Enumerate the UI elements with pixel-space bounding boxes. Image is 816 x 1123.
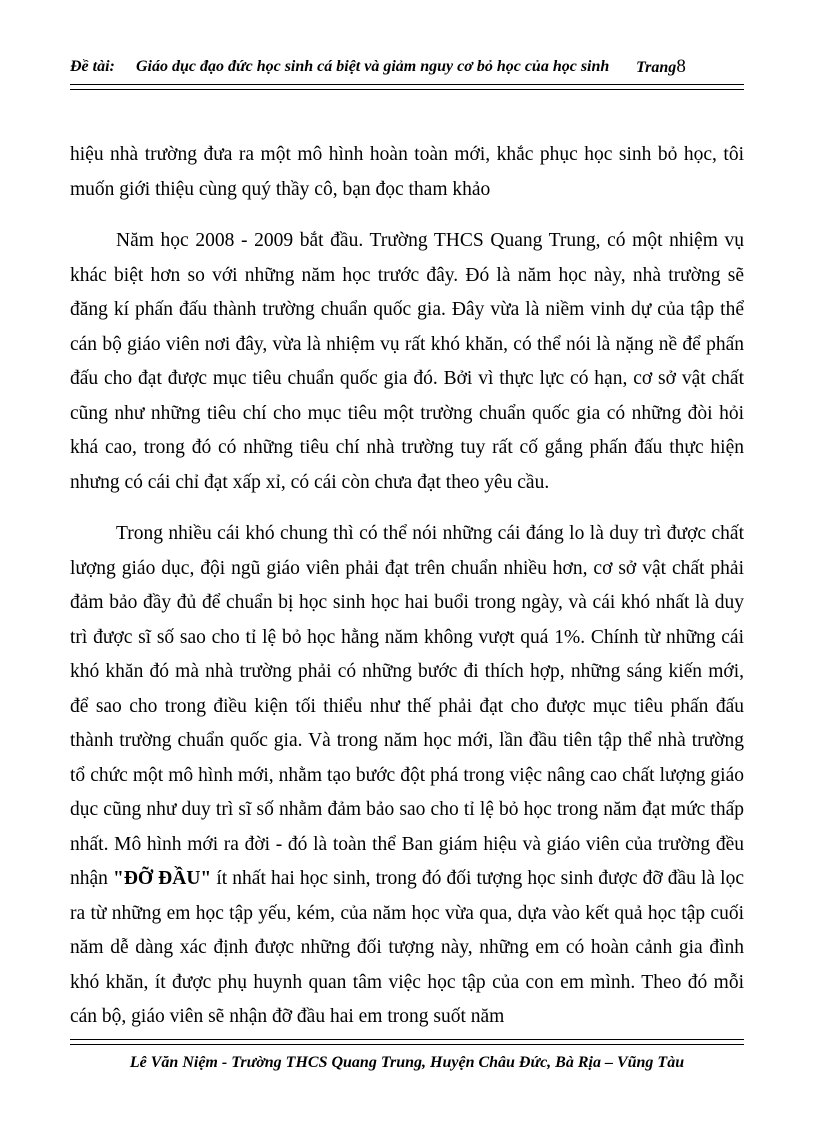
page-header	[70, 54, 744, 80]
paragraph-1: hiệu nhà trường đưa ra một mô hình hoàn toàn mới, khắc phục học sinh bỏ học, tôi muốn giới thiệu cùng quý thầy cô, bạn đọc tham khảo	[70, 144, 744, 200]
footer-rule-top	[70, 1039, 744, 1040]
body-text	[70, 138, 744, 1035]
header-topic-title: Giáo dục đạo đức học sinh cá biệt và giảm nguy cơ bỏ học của học sinh	[136, 58, 610, 75]
header-page-word: Trang	[636, 59, 677, 76]
header-rule-bottom	[70, 89, 744, 90]
paragraph-3-emphasis: "ĐỠ ĐẦU"	[113, 868, 212, 889]
paragraph-3-text-start: Trong nhiều cái khó chung thì có thể nói những cái đáng lo là duy trì được chất lượng giáo dục, đội ngũ giáo viên phải đạt trên chuẩn nhiều hơn, cơ sở vật chất phải đảm bảo đầy đủ để chuẩn bị học sinh học hai buổi trong ngày, và cái khó nhất là duy trì được sĩ số sao cho tỉ lệ bỏ học hằng năm không vượt quá 1%. Chính từ những cái khó khăn đó mà nhà trường phải có những bước đi thích hợp, những sáng kiến mới, để sao cho trong điều kiện tối thiểu như thế phải đạt cho được mục tiêu phấn đấu thành trường chuẩn quốc gia. Và trong năm học mới, lần đầu tiên tập thể nhà trường tổ chức một mô hình mới, nhằm tạo bước đột phá trong việc nâng cao chất lượng giáo dục cũng như duy trì sĩ số nhằm đảm bảo sao cho tỉ lệ bỏ học trong năm đạt mức thấp nhất. Mô hình mới ra đời - đó là toàn thể Ban giám hiệu và giáo viên của trường đều nhận	[70, 523, 744, 889]
header-topic-label: Đề tài:	[70, 58, 115, 75]
paragraph-3	[70, 517, 744, 1035]
paragraph-2: Năm học 2008 - 2009 bắt đầu. Trường THCS Quang Trung, có một nhiệm vụ khác biệt hơn so với những năm học trước đây. Đó là năm học này, nhà trường sẽ đăng kí phấn đấu thành trường chuẩn quốc gia. Đây vừa là niềm vinh dự của tập thể cán bộ giáo viên nơi đây, vừa là nhiệm vụ rất khó khăn, có thể nói là nặng nề để phấn đấu cho đạt được mục tiêu chuẩn quốc gia đó. Bởi vì thực lực có hạn, cơ sở vật chất cũng như những tiêu chí cho mục tiêu một trường chuẩn quốc gia có những đòi hỏi khá cao, trong đó có những tiêu chí nhà trường tuy rất cố gắng phấn đấu thực hiện nhưng có cái chỉ đạt xấp xỉ, có cái còn chưa đạt theo yêu cầu.	[70, 230, 744, 493]
header-page-digit: 8	[676, 56, 686, 77]
header-page-number	[636, 54, 686, 81]
paragraph-3-text-end: ít nhất hai học sinh, trong đó đối tượng học sinh được đỡ đầu là lọc ra từ những em học tập yếu, kém, của năm học vừa qua, dựa vào kết quả học tập cuối năm dễ dàng xác định được những đối tượng này, những em có hoàn cảnh gia đình khó khăn, ít được phụ huynh quan tâm việc học tập của con em mình. Theo đó mỗi cán bộ, giáo viên sẽ nhận đỡ đầu hai em trong suốt năm	[70, 868, 744, 1027]
header-rule-top	[70, 84, 744, 85]
page-footer: Lê Văn Niệm - Trường THCS Quang Trung, Huyện Châu Đức, Bà Rịa – Vũng Tàu	[129, 1054, 685, 1071]
footer-rule-bottom	[70, 1044, 744, 1045]
